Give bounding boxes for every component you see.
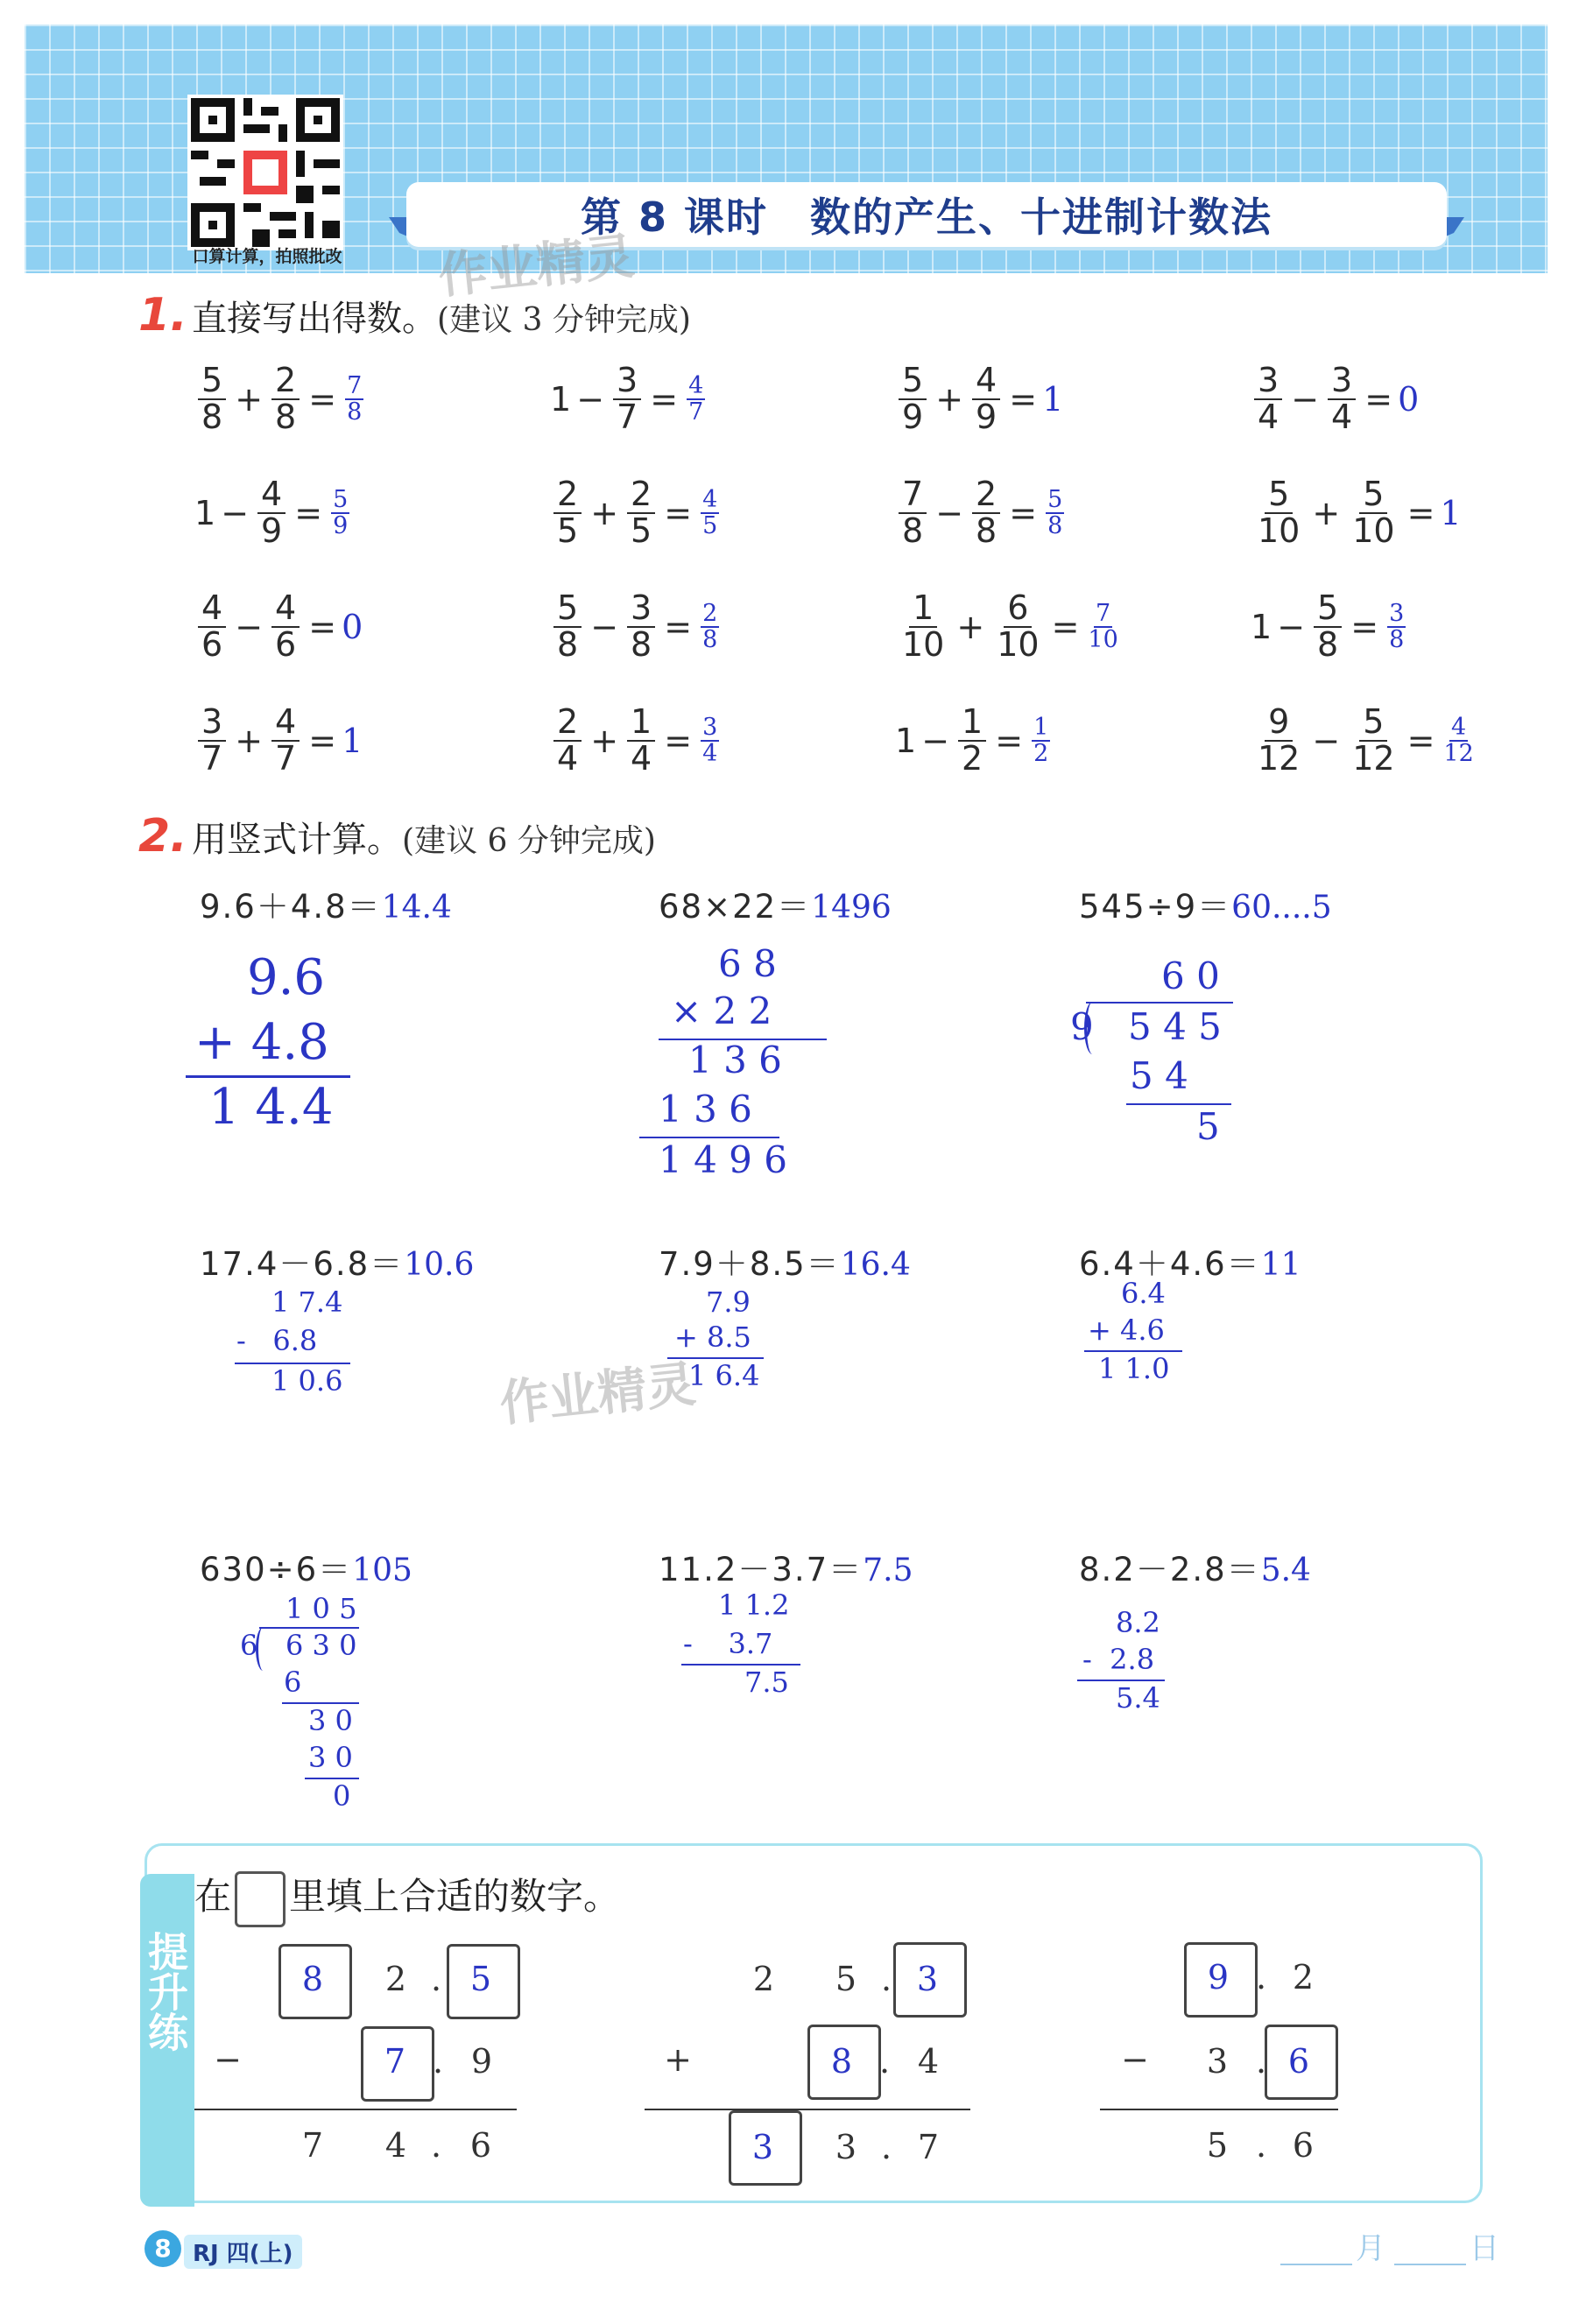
work-3-subtract: 5 4 (1130, 1054, 1188, 1097)
problem-8 (659, 1543, 913, 1590)
operand-a: $\frac{2}{4}$ (553, 705, 582, 777)
work-5-line-1: 7.9 (706, 1285, 751, 1319)
problem-4 (200, 1237, 474, 1285)
operator: + (590, 721, 619, 760)
operator: + (235, 721, 264, 760)
problem-7-question: 630÷6＝ (200, 1551, 353, 1588)
work-1-line-1: 9.6 (247, 949, 326, 1006)
work-1-line-2: + 4.8 (194, 1014, 329, 1071)
eq1-digit-a: 8 (301, 1960, 324, 1998)
section-1-number: 1. (138, 289, 187, 342)
work-2-result: 1 4 9 6 (659, 1138, 787, 1181)
operator: − (221, 493, 250, 532)
operand-b: $\frac{5}{12}$ (1352, 702, 1395, 778)
eq1-digit-b: 2 (384, 1960, 407, 1998)
operand-b: $\frac{3}{7}$ (613, 363, 641, 435)
answer: 1 (342, 721, 363, 760)
fraction-problem (895, 588, 1118, 664)
eq3-result-2: 6 (1292, 2126, 1315, 2165)
problem-7 (200, 1543, 412, 1590)
eq2-result-dot: . (880, 2128, 892, 2166)
eq3-digit-c: 3 (1206, 2042, 1229, 2081)
section-2-title: 用竖式计算。 (192, 820, 403, 860)
qr-caption: 口算计算，拍照批改 (192, 247, 342, 266)
month-label: 月 (1356, 2231, 1385, 2266)
work-9-line-1: 8.2 (1116, 1606, 1160, 1639)
answer: $\frac{4}{7}$ (688, 371, 704, 426)
work-7-step-3: 3 0 (308, 1741, 353, 1774)
eq1-result-2: 4 (384, 2126, 407, 2165)
fraction-problem (550, 702, 719, 778)
month-blank (1280, 2264, 1352, 2265)
work-7-bracket (256, 1627, 271, 1671)
operand-a: 1 (550, 379, 572, 419)
operand-a: $\frac{5}{9}$ (899, 363, 927, 435)
fraction-problem (550, 588, 719, 664)
eq3-result-dot: . (1255, 2126, 1267, 2165)
operand-a: $\frac{7}{8}$ (899, 477, 927, 549)
work-6-line-1: 6.4 (1121, 1277, 1166, 1310)
answer: $\frac{2}{8}$ (702, 599, 718, 653)
fraction-problem (1251, 477, 1462, 549)
work-7-remainder: 0 (333, 1779, 351, 1813)
operator: − (921, 721, 950, 760)
eq2-digit-e: 4 (917, 2042, 940, 2081)
operand-b: $\frac{1}{2}$ (958, 705, 986, 777)
operand-a: $\frac{5}{8}$ (553, 591, 582, 663)
equals-sign: = (308, 379, 337, 419)
work-3-bracket-top (1086, 1002, 1233, 1004)
work-3-quotient: 6 0 (1161, 954, 1220, 997)
problem-5-answer: 16.4 (840, 1247, 911, 1283)
fraction-problem (550, 477, 719, 549)
answer: 0 (1398, 379, 1420, 419)
eq2-digit-b: 5 (835, 1960, 857, 1998)
eq1-digit-c: 5 (469, 1960, 492, 1998)
watermark-middle: 作业精灵 (497, 1356, 699, 1433)
operator: − (235, 607, 264, 646)
operator: − (935, 493, 964, 532)
operand-b: $\frac{6}{10}$ (997, 588, 1040, 664)
eq3-digit-a: 9 (1207, 1958, 1230, 1997)
work-6-result: 1 1.0 (1098, 1352, 1170, 1385)
problem-9 (1079, 1543, 1311, 1590)
practice-title-before: 在 (194, 1875, 232, 1918)
section-2-number: 2. (138, 810, 187, 863)
answer: $\frac{7}{10}$ (1088, 599, 1118, 653)
lesson-title: 第 8 课时 数的产生、十进制计数法 (580, 194, 1273, 241)
watermark-top: 作业精灵 (435, 228, 638, 306)
eq2-digit-a: 2 (752, 1960, 775, 1998)
problem-4-question: 17.4－6.8＝ (200, 1245, 405, 1283)
operator: + (590, 493, 619, 532)
equals-sign: = (1009, 379, 1038, 419)
operator: − (590, 607, 619, 646)
eq1-operator: − (214, 2040, 242, 2079)
equals-sign: = (308, 607, 337, 646)
eq1-digit-e: 9 (470, 2042, 493, 2081)
eq3-rule (1100, 2109, 1338, 2110)
work-7-quotient: 1 0 5 (285, 1592, 357, 1625)
equals-sign: = (1051, 607, 1080, 646)
problem-2 (659, 880, 892, 927)
work-7-divisor: 6 (240, 1629, 258, 1662)
operand-b: $\frac{3}{4}$ (1328, 363, 1356, 435)
problem-6-answer: 11 (1260, 1247, 1301, 1283)
work-5-result: 1 6.4 (688, 1359, 760, 1392)
equals-sign: = (650, 379, 679, 419)
fraction-problem (895, 477, 1064, 549)
answer: $\frac{7}{8}$ (347, 371, 363, 426)
work-4-result: 1 0.6 (271, 1364, 343, 1398)
work-8-line-2: - 3.7 (683, 1627, 773, 1660)
work-4-line-1: 1 7.4 (271, 1285, 343, 1319)
placeholder-box-icon (235, 1871, 285, 1927)
problem-2-answer: 1496 (811, 890, 892, 926)
answer: 1 (1440, 493, 1462, 532)
problem-3-question: 545÷9＝ (1079, 888, 1232, 926)
operand-b: $\frac{4}{9}$ (257, 477, 285, 549)
work-9-line-2: - 2.8 (1082, 1643, 1155, 1676)
work-7-rule-2 (305, 1778, 359, 1779)
problem-9-question: 8.2－2.8＝ (1079, 1551, 1261, 1588)
operand-a: 1 (895, 721, 917, 760)
practice-instruction (194, 1868, 620, 1927)
equals-sign: = (308, 721, 337, 760)
eq2-result-1: 3 (751, 2128, 774, 2166)
equals-sign: = (664, 721, 693, 760)
work-5-line-2: + 8.5 (674, 1320, 751, 1354)
operand-b: $\frac{2}{5}$ (627, 477, 655, 549)
eq2-operator: + (664, 2040, 692, 2079)
work-1-result: 1 4.4 (208, 1079, 334, 1136)
problem-8-answer: 7.5 (863, 1553, 913, 1588)
eq3-operator: − (1121, 2040, 1149, 2079)
operand-a: $\frac{5}{10}$ (1258, 475, 1301, 550)
answer: $\frac{4}{12}$ (1443, 713, 1474, 767)
section-1-title: 直接写出得数。 (192, 299, 438, 339)
eq2-digit-d: 8 (830, 2042, 853, 2081)
work-1-rule (186, 1075, 350, 1078)
eq1-dot-2: . (432, 2042, 444, 2081)
operand-b: $\frac{4}{6}$ (271, 591, 300, 663)
problem-8-question: 11.2－3.7＝ (659, 1551, 864, 1588)
answer: $\frac{5}{8}$ (1047, 485, 1063, 539)
qr-code-icon (191, 98, 340, 247)
problem-6 (1079, 1237, 1301, 1285)
section-1-note: (建议 3 分钟完成) (437, 302, 691, 338)
operand-b: $\frac{3}{8}$ (627, 591, 655, 663)
eq1-dot-1: . (430, 1960, 442, 1998)
operator: − (576, 379, 605, 419)
operator: − (1277, 607, 1306, 646)
work-2-line-1: 6 8 (718, 942, 777, 985)
work-3-dividend: 5 4 5 (1128, 1005, 1222, 1048)
answer: $\frac{3}{8}$ (1389, 599, 1405, 653)
section-2-heading (138, 810, 656, 863)
operator: − (1291, 379, 1320, 419)
fraction-problem (1251, 363, 1419, 435)
operator: + (235, 379, 264, 419)
operand-a: $\frac{9}{12}$ (1258, 702, 1301, 778)
operand-a: $\frac{5}{8}$ (198, 363, 226, 435)
eq1-result-1: 7 (301, 2126, 324, 2165)
problem-5-question: 7.9＋8.5＝ (659, 1245, 841, 1283)
equals-sign: = (294, 493, 323, 532)
answer: $\frac{3}{4}$ (702, 713, 718, 767)
work-4-line-2: - 6.8 (236, 1324, 318, 1357)
work-2-partial-2: 1 3 6 (659, 1088, 752, 1130)
work-7-step-1: 6 (284, 1666, 302, 1699)
problem-5 (659, 1237, 911, 1285)
eq2-dot-2: . (878, 2042, 891, 2081)
problem-4-answer: 10.6 (404, 1247, 475, 1283)
operator: + (935, 379, 964, 419)
operand-a: $\frac{3}{7}$ (198, 705, 226, 777)
eq2-rule (645, 2109, 970, 2110)
operator: − (1312, 721, 1341, 760)
fraction-problem (895, 702, 1050, 778)
answer: $\frac{4}{5}$ (702, 485, 718, 539)
work-3-divisor: 9 (1070, 1005, 1094, 1048)
operand-a: $\frac{2}{5}$ (553, 477, 582, 549)
fraction-problem (194, 363, 363, 435)
operand-a: 1 (194, 493, 216, 532)
day-blank (1394, 2264, 1466, 2265)
eq3-dot-2: . (1255, 2042, 1267, 2081)
page-number: 8 (145, 2230, 181, 2267)
problem-3-answer: 60....5 (1231, 890, 1332, 926)
operand-b: $\frac{4}{9}$ (972, 363, 1000, 435)
work-2-partial-1: 1 3 6 (688, 1039, 782, 1081)
equals-sign: = (1406, 721, 1435, 760)
problem-1 (200, 880, 452, 927)
problem-7-answer: 105 (352, 1553, 412, 1588)
work-6-line-2: + 4.6 (1088, 1313, 1165, 1347)
problem-3 (1079, 880, 1332, 927)
answer: $\frac{1}{2}$ (1033, 713, 1049, 767)
operator: + (956, 607, 985, 646)
answer: 0 (342, 607, 363, 646)
work-9-result: 5.4 (1116, 1681, 1160, 1715)
equals-sign: = (995, 721, 1024, 760)
answer: $\frac{5}{9}$ (333, 485, 349, 539)
eq3-digit-d: 6 (1287, 2042, 1310, 2081)
eq2-dot-1: . (880, 1960, 892, 1998)
eq3-dot-1: . (1255, 1958, 1267, 1997)
problem-9-answer: 5.4 (1260, 1553, 1311, 1588)
problem-1-answer: 14.4 (381, 890, 452, 926)
section-1-heading (138, 289, 691, 342)
work-2-line-2: × 2 2 (671, 989, 772, 1032)
problem-6-question: 6.4＋4.6＝ (1079, 1245, 1261, 1283)
operand-b: $\frac{2}{8}$ (271, 363, 300, 435)
problem-1-question: 9.6＋4.8＝ (200, 888, 382, 926)
section-2-note: (建议 6 分钟完成) (402, 823, 656, 859)
equals-sign: = (1009, 493, 1038, 532)
work-8-result: 7.5 (744, 1666, 789, 1699)
qr-code[interactable] (187, 95, 343, 250)
work-7-step-2: 3 0 (308, 1704, 353, 1737)
equals-sign: = (664, 607, 693, 646)
operand-a: 1 (1251, 607, 1272, 646)
operand-b: $\frac{2}{8}$ (972, 477, 1000, 549)
fraction-problem (194, 702, 363, 778)
operand-a: $\frac{1}{10}$ (902, 588, 945, 664)
eq1-result-dot: . (430, 2126, 442, 2165)
work-7-dividend: 6 3 0 (285, 1629, 357, 1662)
operand-a: $\frac{3}{4}$ (1254, 363, 1282, 435)
eq1-rule (194, 2109, 517, 2110)
work-3-remainder: 5 (1196, 1105, 1220, 1148)
eq2-result-2: 3 (835, 2128, 857, 2166)
eq2-result-3: 7 (917, 2128, 940, 2166)
eq2-digit-c: 3 (916, 1960, 939, 1998)
operand-b: $\frac{1}{4}$ (627, 705, 655, 777)
equals-sign: = (1364, 379, 1393, 419)
practice-title-after: 里填上合适的数字。 (289, 1875, 621, 1918)
fraction-problem (1251, 702, 1474, 778)
fraction-problem (194, 477, 349, 549)
operand-b: $\frac{5}{10}$ (1352, 475, 1395, 550)
eq1-digit-d: 7 (384, 2042, 406, 2081)
day-label: 日 (1470, 2231, 1499, 2266)
work-8-line-1: 1 1.2 (718, 1588, 790, 1622)
fraction-problem (895, 363, 1063, 435)
equals-sign: = (1406, 493, 1435, 532)
fraction-problem (194, 588, 363, 664)
fraction-problem (550, 363, 705, 435)
fraction-problem (1251, 588, 1406, 664)
eq3-result-1: 5 (1206, 2126, 1229, 2165)
eq1-result-3: 6 (469, 2126, 492, 2165)
equals-sign: = (664, 493, 693, 532)
operand-b: $\frac{5}{8}$ (1314, 591, 1342, 663)
operand-a: $\frac{4}{6}$ (198, 591, 226, 663)
problem-2-question: 68×22＝ (659, 888, 812, 926)
operator: + (1312, 493, 1341, 532)
book-label: RJ 四(上) (184, 2235, 302, 2269)
answer: 1 (1042, 379, 1064, 419)
eq3-digit-b: 2 (1292, 1958, 1315, 1997)
equals-sign: = (1350, 607, 1379, 646)
operand-b: $\frac{4}{7}$ (271, 705, 300, 777)
practice-tab-label: 提升练 (142, 1931, 189, 2052)
